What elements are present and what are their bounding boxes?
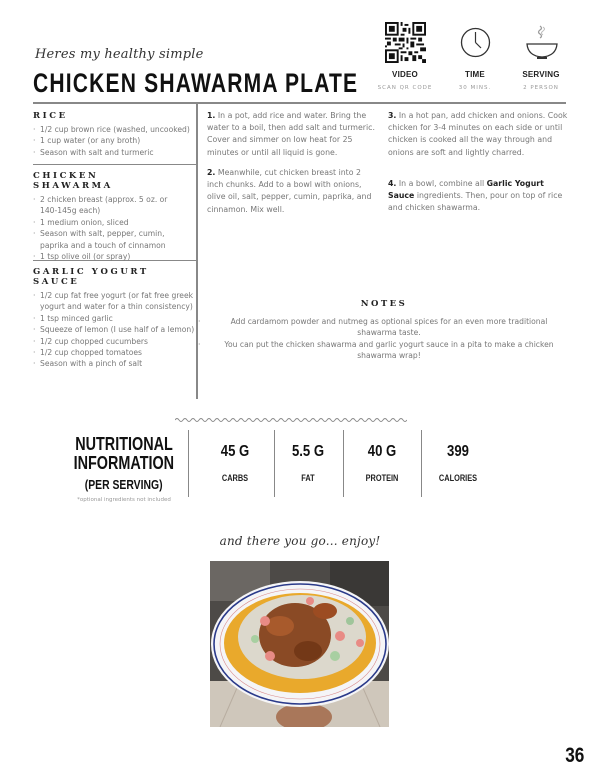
serving-label: SERVING [522,70,560,79]
section-title: RICE [33,111,68,121]
nutrition-divider [188,430,189,497]
ingredient-item: · 1/2 cup chopped cucumbers [33,336,199,347]
page-number: 36 [564,744,584,767]
nutrition-title-line1: NUTRITIONAL [75,434,173,454]
serving-sub: 2 PERSON [523,85,559,91]
protein-value: 40 G [367,443,397,460]
step-text: Meanwhile, cut chicken breast into 2 inch chunks. Add to a bowl with onions, olive oil, salt, pepper, cumin, paprika, and cinnamon. Mix well. [207,168,372,214]
ingredients-rice [33,111,195,158]
video-info[interactable] [370,22,440,91]
ingredients-sauce [33,267,199,370]
calories-label: CALORIES [438,473,478,483]
recipe-subtitle: Heres my healthy simple [35,47,204,62]
step-1 [207,110,377,159]
fat-label: FAT [301,473,315,483]
nutrition-protein [342,443,422,483]
wavy-divider [175,409,407,428]
recipe-title: CHICKEN SHAWARMA PLATE [33,68,359,98]
protein-label: PROTEIN [365,473,399,483]
ingredient-item: · 1/2 cup fat free yogurt (or fat free greek yogurt and water for a thin consistency) [33,290,199,313]
recipe-photo [210,561,389,727]
ingredient-item: · 1/2 cup brown rice (washed, uncooked) [33,124,195,135]
header-divider [33,102,566,104]
steaming-bowl-icon [521,22,562,63]
step-3 [388,110,568,159]
step-text: In a hot pan, add chicken and onions. Cook chicken for 3-4 minutes on each side or until chicken is cooked all the way through and onions are soft and lightly charred. [388,111,568,157]
serving-info [506,22,576,91]
calories-value: 399 [447,443,469,460]
nutrition-fat [268,443,348,483]
step-number: 3. [388,111,397,120]
step-text: In a bowl, combine all [396,179,487,188]
step-number: 4. [388,179,397,188]
nutrition-calories [418,443,498,483]
ingredient-item: · 1 medium onion, sliced [33,217,183,228]
qr-code-icon[interactable] [385,22,426,63]
ingredients-chicken [33,171,183,262]
step-number: 1. [207,111,216,120]
clock-icon [455,22,496,63]
carbs-label: CARBS [221,473,249,483]
video-sub: SCAN QR CODE [377,85,433,91]
nutrition-footnote: *optional ingredients not included [77,497,171,503]
fat-value: 5.5 G [291,443,325,460]
nutrition-title-line2: INFORMATION [73,453,175,473]
time-label: TIME [465,70,485,79]
ingredient-item: · Season with salt and turmeric [33,147,195,158]
carbs-value: 45 G [220,443,250,460]
note-item: · Add cardamom powder and nutmeg as optional spices for an even more traditional shawarma taste. [198,317,548,338]
notes-title: NOTES [360,299,408,309]
step-text: In a pot, add rice and water. Bring the water to a boil, then add salt and turmeric. Cover and simmer on low heat for 25 minutes or until all liquid is gone. [207,111,375,157]
step-2 [207,167,377,216]
step-4 [388,178,568,215]
ingredient-item: · Squeeze of lemon (I use half of a lemon) [33,324,199,335]
ingredient-item: · 1 cup water (or any broth) [33,135,195,146]
nutrition-carbs [195,443,275,483]
nutrition-per-serving: (PER SERVING) [85,477,163,492]
step-bold-text: Garlic Yogurt Sauce [388,179,544,201]
notes-section [198,299,570,362]
rice-divider [33,164,196,165]
section-title: GARLIC YOGURT SAUCE [33,267,149,287]
ingredient-item: · 1 tsp minced garlic [33,313,199,324]
ingredient-item: · 1 tsp olive oil (or spray) [33,251,183,262]
ingredient-item: · Season with salt, pepper, cumin, paprika and a touch of cinnamon [33,228,183,251]
note-item: · You can put the chicken shawarma and garlic yogurt sauce in a pita to make a chicken shawarma wrap! [198,339,554,361]
time-sub: 30 MINS. [458,85,492,91]
ingredient-item: · 2 chicken breast (approx. 5 oz. or 140-145g each) [33,194,183,217]
ingredient-item: · Season with a pinch of salt [33,358,199,369]
step-text: ingredients. Then, pour on top of rice and chicken shawarma. [388,191,563,213]
section-title: CHICKEN SHAWARMA [33,171,113,191]
ingredient-item: · 1/2 cup chopped tomatoes [33,347,199,358]
video-label: VIDEO [392,70,418,79]
time-info [440,22,510,91]
step-number: 2. [207,168,216,177]
closing-text: and there you go... enjoy! [219,534,381,548]
nutrition-heading [60,435,188,503]
